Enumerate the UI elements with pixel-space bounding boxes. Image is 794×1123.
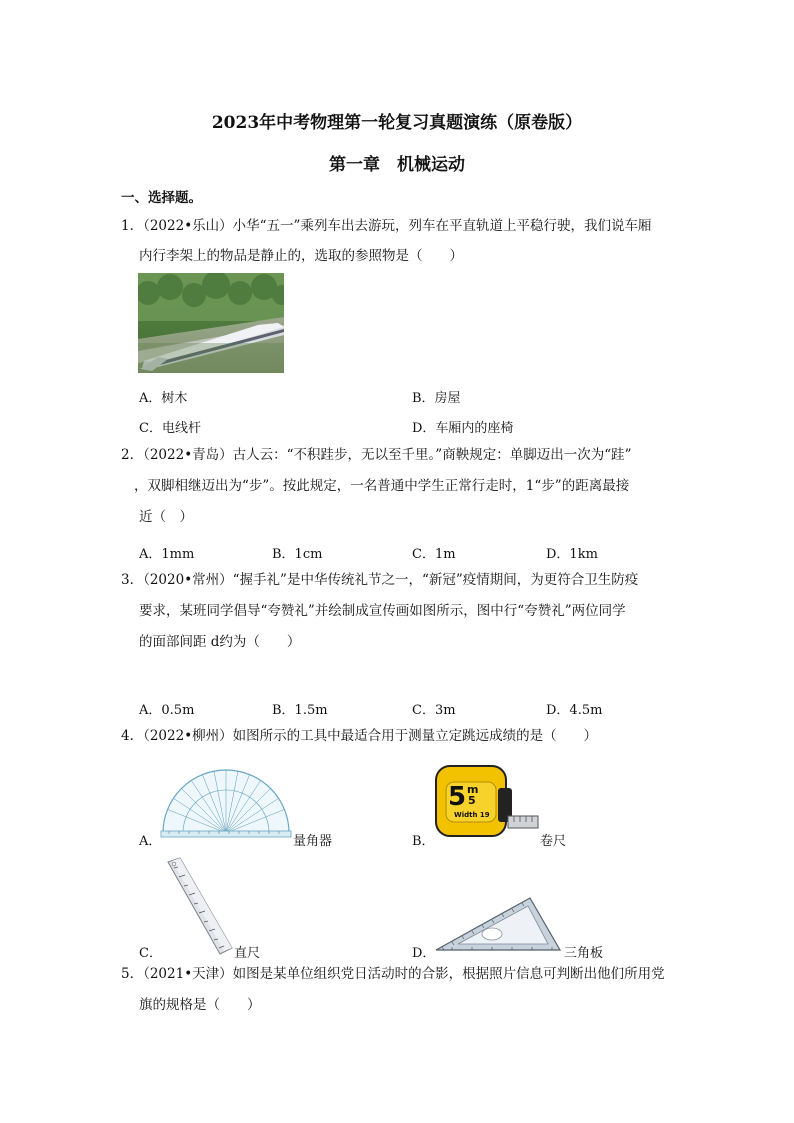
question-4-option-b: B． [412,834,435,849]
question-3-option-a: A．0.5m [139,703,195,718]
question-2-option-b: B．1cm [272,547,323,562]
question-4-option-a: A． [139,834,162,849]
section-heading: 一、选择题。 [121,190,202,206]
question-1-option-b: B．房屋 [412,391,461,406]
question-1-option-a: A．树木 [139,391,188,406]
tape-measure-image [432,762,540,842]
tape-label-number: 5 [448,782,467,812]
question-2-line-2: ，双脚相继迈出为“步”。按此规定，一名普通中学生正常行走时，1“步”的距离最接 [134,478,630,494]
question-2-option-d: D．1km [546,547,598,562]
question-2-line-3: 近（ ） [139,509,193,525]
question-5-line-1: 5．（2021•天津）如图是某单位组织党日活动时的合影，根据照片信息可判断出他们所用党 [121,966,665,982]
question-4-caption-a: 量角器 [293,834,333,849]
question-4-caption-c: 直尺 [234,946,261,961]
ruler-image [160,856,236,956]
question-3-line-2: 要求，某班同学倡导“夸赞礼”并绘制成宣传画如图所示，图中行“夸赞礼”两位同学 [139,603,626,619]
chapter-title: 第一章 机械运动 [329,155,465,175]
question-3-line-1: 3．（2020•常州）“握手礼”是中华传统礼节之一，“新冠”疫情期间，为更符合卫生防疫 [121,572,639,588]
question-1-option-d: D．车厢内的座椅 [412,421,514,436]
question-4-option-c: C． [139,946,162,961]
question-4-caption-d: 三角板 [564,946,604,961]
question-3-option-b: B．1.5m [272,703,328,718]
question-3-option-c: C．3m [412,703,456,718]
tape-label-sub: 5 [468,794,476,807]
question-4-line-1: 4．（2022•柳州）如图所示的工具中最适合用于测量立定跳远成绩的是（ ） [121,728,598,744]
question-3-option-d: D．4.5m [546,703,603,718]
protractor-image [159,765,293,839]
question-1-line-1: 1．（2022•乐山）小华“五一”乘列车出去游玩，列车在平直轨道上平稳行驶，我们说车厢 [121,218,652,234]
question-4-option-d: D． [412,946,436,961]
train-photo [138,273,284,373]
question-4-caption-b: 卷尺 [540,834,567,849]
tape-label-brand: Width 19 [454,811,490,819]
set-square-image [432,896,564,954]
question-1-line-2: 内行李架上的物品是静止的，选取的参照物是（ ） [139,248,463,264]
question-2-option-c: C．1m [412,547,456,562]
question-3-line-3: 的面部间距 d约为（ ） [139,634,301,650]
document-title: 2023年中考物理第一轮复习真题演练（原卷版） [211,113,583,133]
question-2-line-1: 2．（2022•青岛）古人云：“不积跬步，无以至千里。”商鞅规定：单脚迈出一次为“跬” [121,447,632,463]
tape-label-unit: m [467,783,479,796]
question-5-line-2: 旗的规格是（ ） [139,997,261,1013]
question-1-option-c: C．电线杆 [139,421,201,436]
question-2-option-a: A．1mm [139,547,195,562]
